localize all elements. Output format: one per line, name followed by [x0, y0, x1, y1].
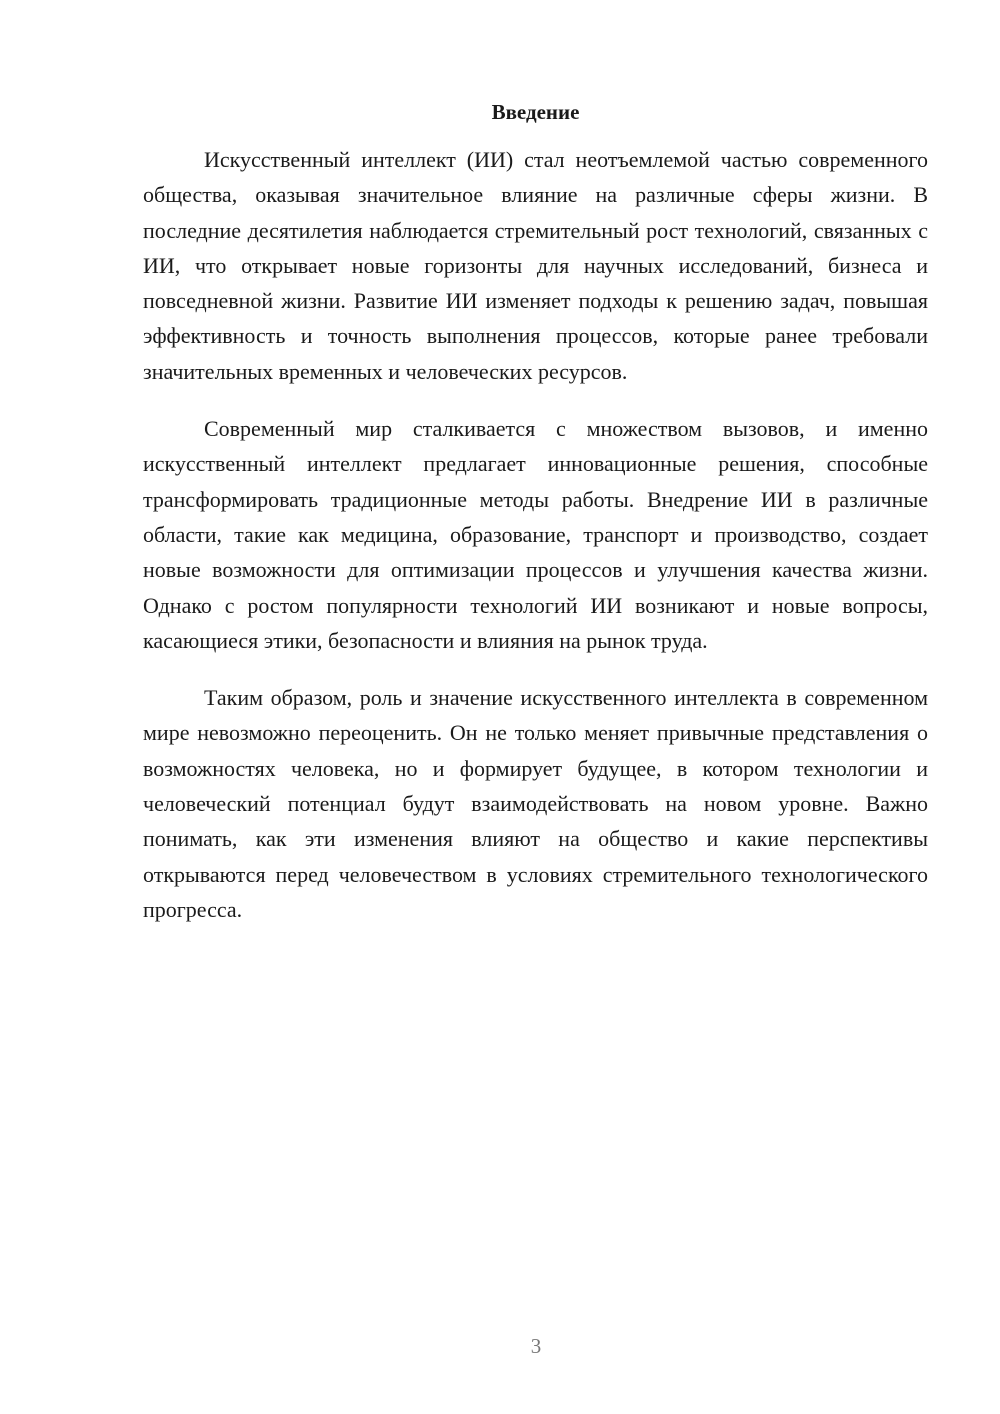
paragraph-challenges: Современный мир сталкивается с множеством вызовов, и именно искусственный интеллект предлагает инновационные решения, способные трансформировать традиционные методы работы. Внедрение ИИ в различные области, такие как медицина, образование, транспорт и производство, создает новые возможности для оптимизации процессов и улучшения качества жизни. Однако с ростом популярности технологий ИИ возникают и новые вопросы, касающиеся этики, безопасности и влияния на рынок труда. [143, 416, 928, 653]
page-number: 3 [530, 1334, 542, 1358]
paragraph-intro: Искусственный интеллект (ИИ) стал неотъемлемой частью современного общества, оказывая значительное влияние на различные сферы жизни. В последние десятилетия наблюдается стремительный рост технологий, связанных с ИИ, что открывает новые горизонты для научных исследований, бизнеса и повседневной жизни. Развитие ИИ изменяет подходы к решению задач, повышая эффективность и точность выполнения процессов, которые ранее требовали значительных временных и человеческих ресурсов. [143, 147, 928, 384]
section-heading: Введение [491, 100, 580, 124]
paragraph-conclusion: Таким образом, роль и значение искусственного интеллекта в современном мире невозможно переоценить. Он не только меняет привычные представления о возможностях человека, но и формирует будущее, в котором технологии и человеческий потенциал будут взаимодействовать на новом уровне. Важно понимать, как эти изменения влияют на общество и какие перспективы открываются перед человечеством в условиях стремительного технологического прогресса. [143, 685, 928, 922]
body-text [143, 142, 928, 949]
